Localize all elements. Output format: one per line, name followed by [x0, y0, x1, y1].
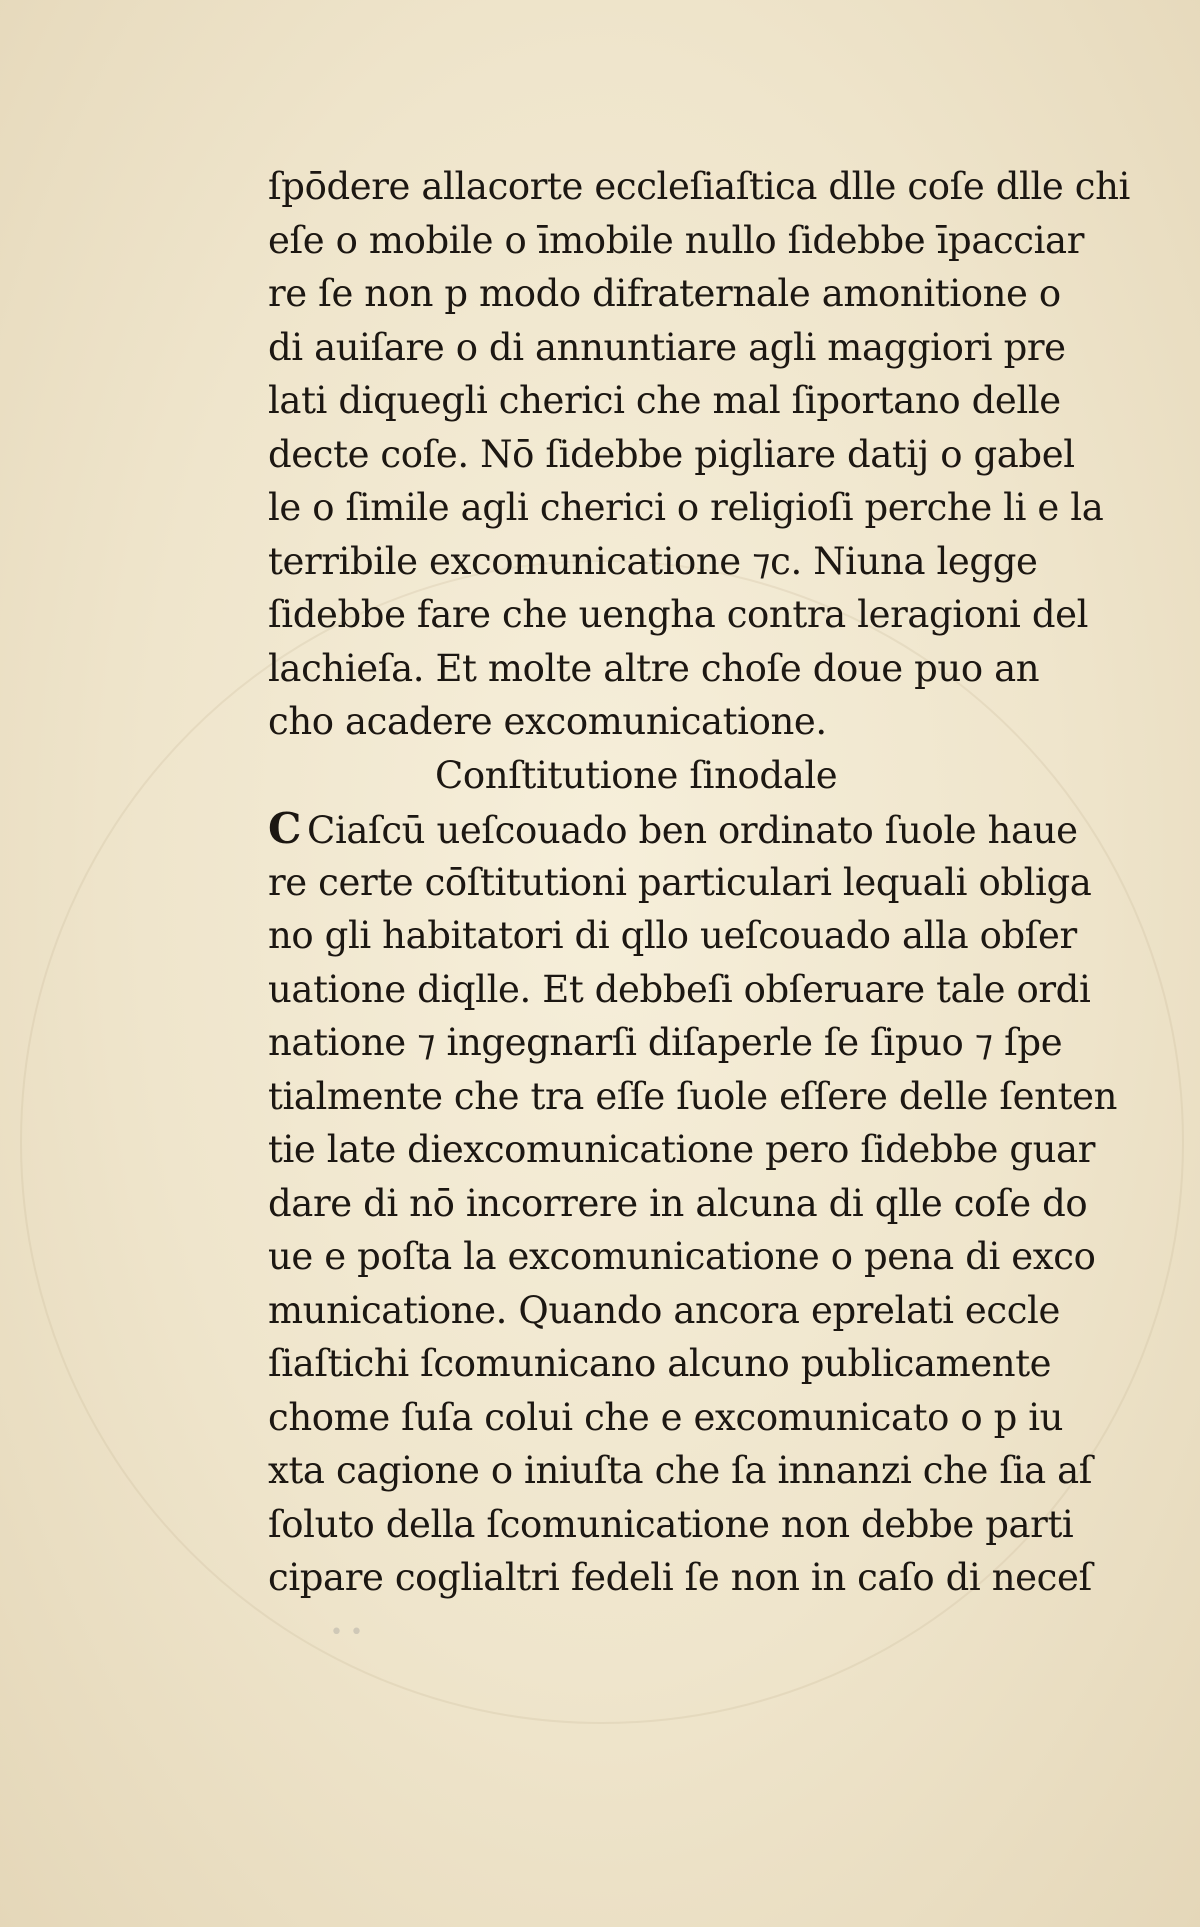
text-line: ſiaſtichi ſcomunicano alcuno publicamente — [268, 1342, 1052, 1385]
text-line: tialmente che tra eſſe ſuole eſſere delle ſenten — [268, 1074, 1117, 1118]
text-line: lati diquegli cherici che mal ſiportano delle — [268, 379, 1061, 422]
text-line: uatione diqlle. Et debbeſi obſeruare tale ordi — [268, 967, 1091, 1011]
paragraph-first-line — [268, 802, 1098, 856]
text-line: cipare coglialtri fedeli ſe non in caſo di neceſ — [268, 1556, 1092, 1599]
text-line: natione ⁊ ingegnarſi diſaperle ſe ſipuo ⁊ ſpe — [268, 1021, 1063, 1064]
text-line: lachieſa. Et molte altre choſe doue puo an — [268, 646, 1040, 690]
text-line: municatione. Quando ancora eprelati eccle — [268, 1288, 1060, 1332]
text-line: dare di nō incorrere in alcuna di qlle coſe do — [268, 1181, 1088, 1225]
text-line: terribile excomunicatione ⁊c. Niuna legge — [268, 539, 1038, 583]
text-line: re certe cōſtitutioni particulari lequali obliga — [268, 860, 1092, 904]
section-heading: Conſtitutione ſinodale — [435, 753, 838, 797]
text-line: chome ſuſa colui che e excomunicato o p iu — [268, 1395, 1064, 1439]
text-line: le o ſimile agli cherici o religioſi perche li e la — [268, 486, 1104, 529]
text-line: ſidebbe fare che uengha contra leragioni del — [268, 593, 1089, 636]
text-line: tie late diexcomunicatione pero ſidebbe guar — [268, 1128, 1095, 1171]
text-line: xta cagione o iniuſta che ſa innanzi che ſia aſ — [268, 1449, 1093, 1492]
text-line: Ciaſcū ueſcouado ben ordinato ſuole haue — [307, 809, 1078, 852]
text-line: ue e poſta la excomunicatione o pena di exco — [268, 1235, 1096, 1278]
text-line: no gli habitatori di qllo ueſcouado alla obſer — [268, 914, 1077, 957]
text-line: re ſe non p modo difraternale amonitione o — [268, 272, 1061, 315]
text-line: decte coſe. Nō ſidebbe pigliare datij o gabel — [268, 432, 1075, 476]
text-line: di auiſare o di annuntiare agli maggiori pre — [268, 325, 1066, 369]
text-block — [268, 160, 1130, 1605]
text-line: ſpōdere allacorte eccleſiaſtica dlle coſe dlle chi — [268, 165, 1130, 208]
text-line: cho acadere excomunicatione. — [268, 700, 827, 743]
text-line: eſe o mobile o īmobile nullo ſidebbe īpacciar — [268, 218, 1084, 262]
text-line: ſoluto della ſcomunicatione non debbe parti — [268, 1502, 1074, 1546]
initial-letter: C — [268, 804, 302, 853]
ink-smudge: • • — [330, 1620, 363, 1645]
